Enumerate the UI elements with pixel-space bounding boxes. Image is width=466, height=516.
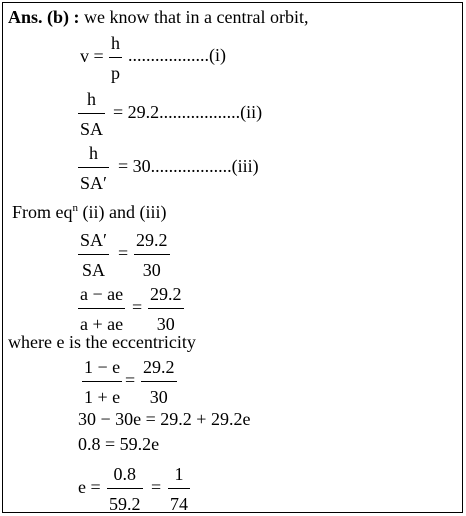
eq6-left-numerator: 1 − e	[84, 357, 121, 377]
eq4-right-denominator: 30	[142, 260, 161, 280]
from-eq-pre: From eq	[12, 202, 73, 222]
eq9-right-numerator: 1	[174, 464, 184, 484]
eq5-left-denominator: a + ae	[80, 314, 124, 334]
eq6-left-denominator: 1 + e	[84, 387, 121, 407]
eq3-fraction	[78, 144, 109, 192]
eq3-rhs: = 30..................(iii)	[118, 156, 259, 176]
eq4-right-numerator: 29.2	[136, 230, 168, 250]
eq1-lhs: v =	[80, 46, 104, 66]
eq1-tail: ..................(i)	[128, 45, 226, 65]
eq9-lhs: e =	[78, 477, 101, 497]
eq9-right-denominator: 74	[170, 494, 188, 514]
eq4-left-fraction	[78, 231, 109, 279]
eq5-left-numerator: a − ae	[80, 284, 124, 304]
eq6-right-numerator: 29.2	[143, 357, 175, 377]
from-eq-line	[12, 203, 166, 221]
eq5-equals: =	[132, 297, 143, 317]
intro-line	[8, 8, 308, 26]
where-line: where e is the eccentricity	[8, 332, 196, 352]
from-eq-sup: n	[72, 202, 78, 214]
eq9-middle-denominator: 59.2	[109, 494, 141, 514]
eq3-numerator: h	[88, 143, 98, 163]
fraction-bar	[78, 308, 125, 309]
eq9-middle-fraction	[107, 465, 143, 513]
eq6-right-denominator: 30	[149, 387, 168, 407]
eq7-line: 30 − 30e = 29.2 + 29.2e	[78, 409, 251, 429]
fraction-bar	[78, 113, 105, 114]
fraction-bar	[148, 308, 184, 309]
eq6-right-fraction	[141, 358, 177, 406]
eq2-fraction	[78, 90, 105, 138]
from-eq-post: (ii) and (iii)	[82, 202, 167, 222]
eq5-left-fraction	[78, 285, 125, 333]
fraction-bar	[78, 167, 109, 168]
eq8-line: 0.8 = 59.2e	[78, 434, 160, 454]
eq9-right-fraction	[168, 465, 190, 513]
fraction-bar	[109, 57, 122, 58]
eq4-left-numerator: SA′	[80, 230, 107, 250]
fraction-bar	[141, 381, 177, 382]
eq9-equals: =	[151, 477, 162, 497]
eq9-middle-numerator: 0.8	[113, 464, 136, 484]
eq4-left-denominator: SA	[81, 260, 105, 280]
fraction-bar	[134, 254, 170, 255]
eq4-right-fraction	[134, 231, 170, 279]
fraction-bar	[78, 254, 109, 255]
eq2-numerator: h	[87, 89, 96, 109]
eq3-denominator: SA′	[80, 173, 107, 193]
answer-label: Ans. (b) :	[8, 7, 80, 27]
eq2-denominator: SA	[80, 119, 104, 139]
eq6-equals: =	[125, 370, 136, 390]
eq1-numerator: h	[111, 33, 120, 53]
answer-box	[2, 2, 463, 513]
eq5-right-numerator: 29.2	[150, 284, 182, 304]
eq5-right-denominator: 30	[156, 314, 175, 334]
eq2-rhs: = 29.2..................(ii)	[113, 102, 263, 122]
eq5-right-fraction	[148, 285, 184, 333]
eq4-equals: =	[118, 243, 129, 263]
eq6-left-fraction	[82, 358, 122, 406]
fraction-bar	[107, 488, 143, 489]
eq1-fraction	[109, 34, 122, 82]
eq1-denominator: p	[111, 63, 120, 83]
fraction-bar	[168, 488, 190, 489]
intro-text: we know that in a central orbit,	[84, 7, 309, 27]
fraction-bar	[82, 381, 122, 382]
